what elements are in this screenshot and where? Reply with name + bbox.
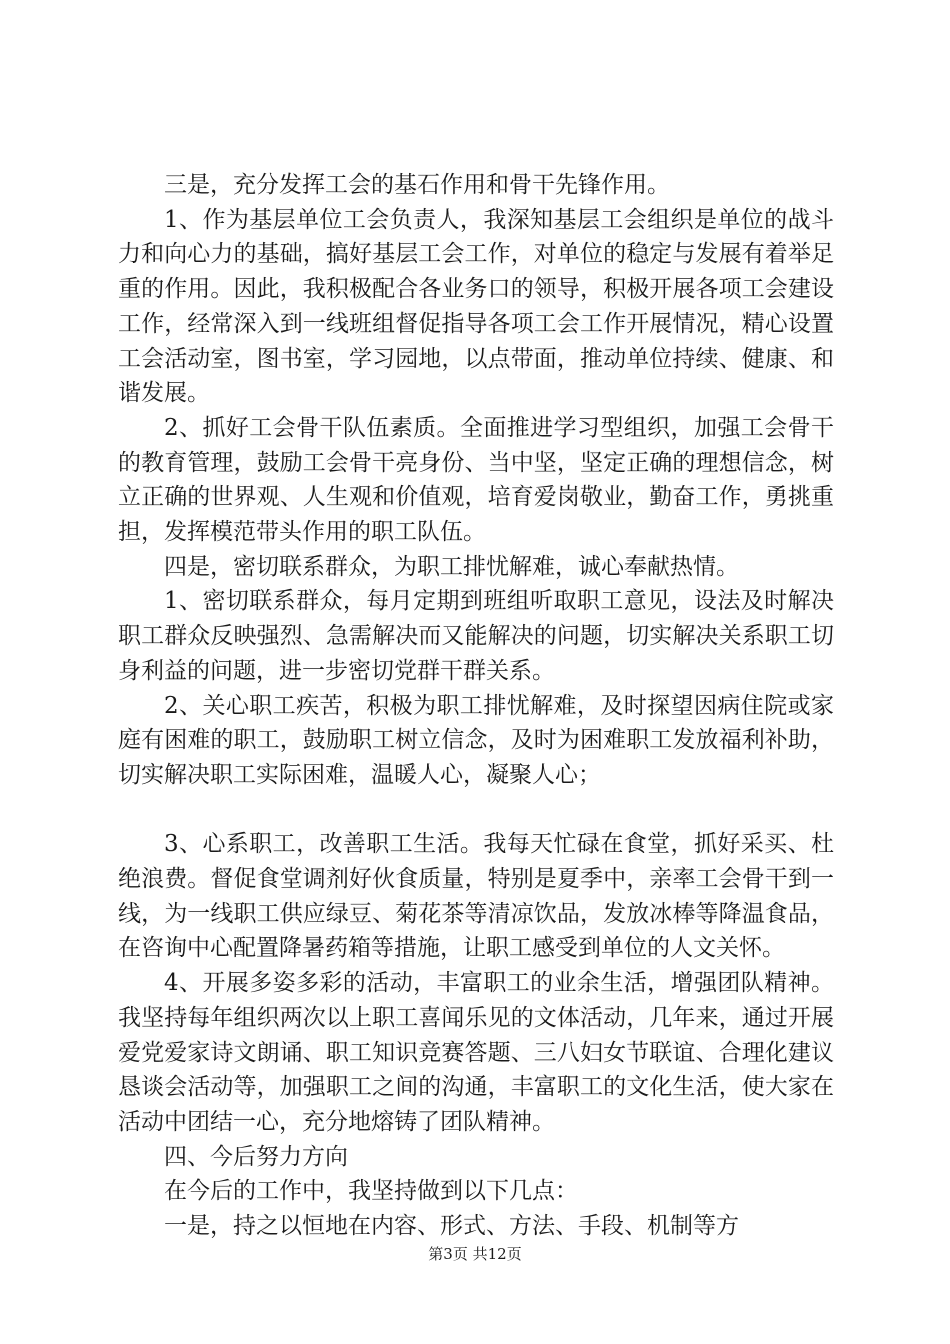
paragraph-6: 2、关心职工疾苦，积极为职工排忧解难，及时探望因病住院或家庭有困难的职工，鼓励职工树立信念，及时为困难职工发放福利补助，切实解决职工实际困难，温暖人心，凝聚人心； bbox=[118, 692, 834, 788]
page-total: 共12页 bbox=[472, 1245, 522, 1263]
document-body bbox=[118, 168, 834, 1244]
paragraph-10: 在今后的工作中，我坚持做到以下几点： bbox=[164, 1178, 578, 1205]
page-number: 第3页 bbox=[428, 1245, 468, 1263]
paragraph-5: 1、密切联系群众，每月定期到班组听取职工意见，设法及时解决职工群众反映强烈、急需解决而又能解决的问题，切实解决关系职工切身利益的问题，进一步密切党群干群关系。 bbox=[118, 588, 834, 684]
paragraph-8: 4、开展多姿多彩的活动，丰富职工的业余生活，增强团队精神。我坚持每年组织两次以上职工喜闻乐见的文体活动，几年来，通过开展爱党爱家诗文朗诵、职工知识竞赛答题、三八妇女节联谊、合理化建议恳谈会活动等，加强职工之间的沟通，丰富职工的文化生活，使大家在活动中团结一心，充分地熔铸了团队精神。 bbox=[118, 970, 834, 1135]
page-footer bbox=[0, 1243, 950, 1264]
paragraph-3: 2、抓好工会骨干队伍素质。全面推进学习型组织，加强工会骨干的教育管理，鼓励工会骨干亮身份、当中坚，坚定正确的理想信念，树立正确的世界观、人生观和价值观，培育爱岗敬业，勤奋工作，勇挑重担，发挥模范带头作用的职工队伍。 bbox=[118, 414, 834, 546]
paragraph-4: 四是，密切联系群众，为职工排忧解难，诚心奉献热情。 bbox=[164, 553, 739, 580]
paragraph-7: 3、心系职工，改善职工生活。我每天忙碌在食堂，抓好采买、杜绝浪费。督促食堂调剂好伙食质量，特别是夏季中，亲率工会骨干到一线，为一线职工供应绿豆、菊花茶等清凉饮品，发放冰棒等降温食品，在咨询中心配置降暑药箱等措施，让职工感受到单位的人文关怀。 bbox=[118, 831, 834, 962]
paragraph-1: 三是，充分发挥工会的基石作用和骨干先锋作用。 bbox=[164, 172, 670, 198]
paragraph-11: 一是，持之以恒地在内容、形式、方法、手段、机制等方 bbox=[164, 1213, 739, 1240]
paragraph-9: 四、今后努力方向 bbox=[164, 1143, 348, 1170]
paragraph-2: 1、作为基层单位工会负责人，我深知基层工会组织是单位的战斗力和向心力的基础，搞好基层工会工作，对单位的稳定与发展有着举足重的作用。因此，我积极配合各业务口的领导，积极开展各项工会建设工作，经常深入到一线班组督促指导各项工会工作开展情况，精心设置工会活动室，图书室，学习园地，以点带面，推动单位持续、健康、和谐发展。 bbox=[118, 206, 834, 407]
